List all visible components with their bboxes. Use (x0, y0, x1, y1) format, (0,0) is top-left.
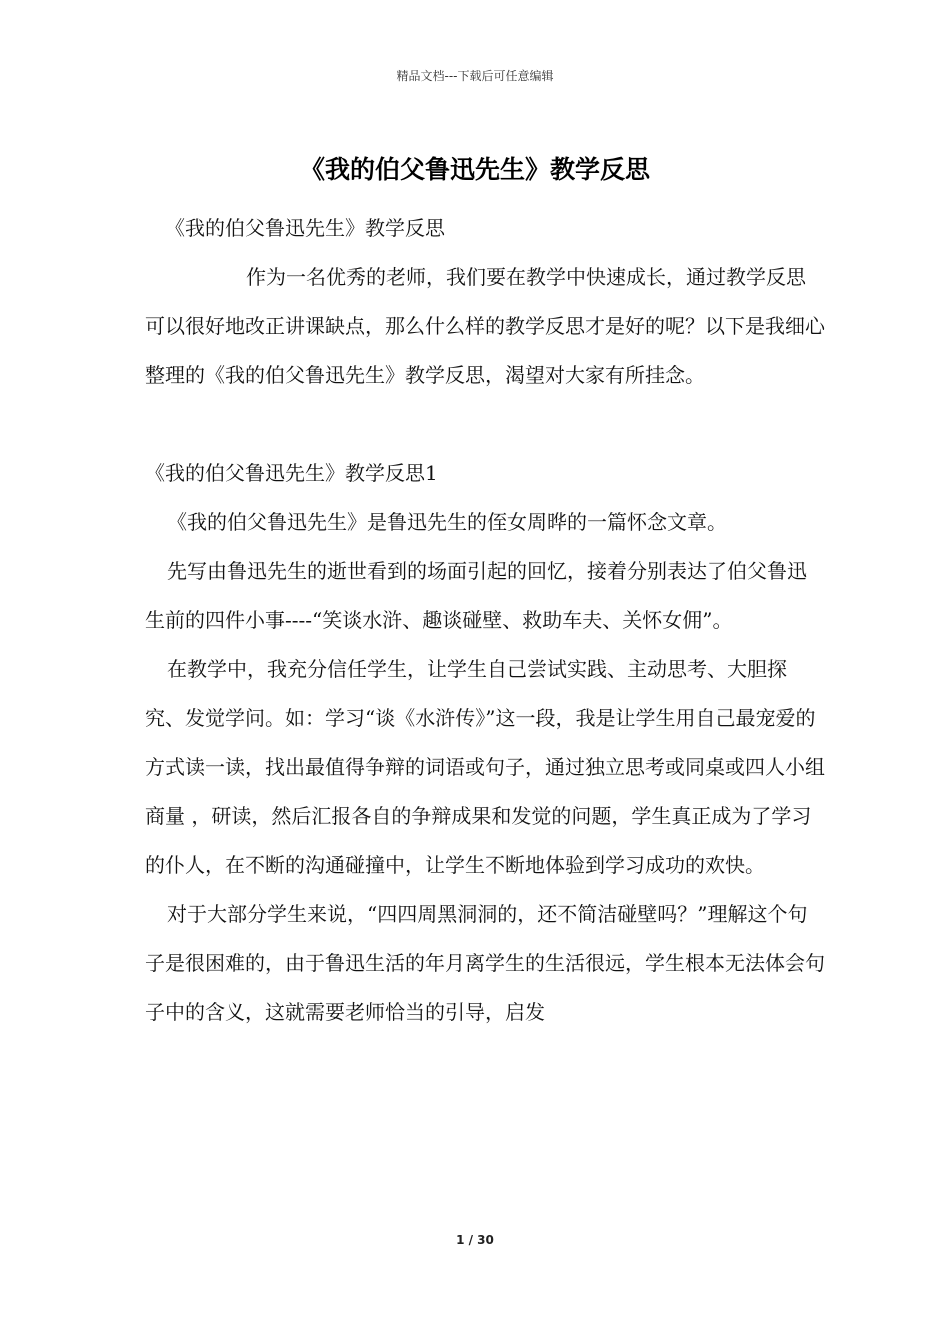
intro-paragraph: 作为一名优秀的老师，我们要在教学中快速成长，通过教学反思可以很好地改正讲课缺点，那么什么样的教学反思才是好的呢？以下是我细心整理的《我的伯父鲁迅先生》教学反思，渴望对大家有所挂念。 (145, 265, 825, 387)
page-indicator: 1 / 30 (456, 1233, 494, 1247)
document-subtitle: 《我的伯父鲁迅先生》教学反思 (165, 216, 445, 240)
body-paragraph: 对于大部分学生来说，“四四周黑洞洞的，还不简洁碰壁吗？”理解这个句子是很困难的，由于鲁迅生活的年月离学生的生活很远，学生根本无法体会句子中的含义，这就需要老师恰当的引导，启发 (145, 902, 825, 1024)
page-header: 精品文档---下载后可任意编辑 (396, 69, 554, 83)
document-body (145, 204, 825, 1037)
body-paragraph: 《我的伯父鲁迅先生》是鲁迅先生的侄女周晔的一篇怀念文章。 (167, 510, 727, 534)
section-heading: 《我的伯父鲁迅先生》教学反思1 (145, 461, 438, 485)
body-paragraph: 在教学中，我充分信任学生，让学生自己尝试实践、主动思考、大胆探究、发觉学问。如：学习“谈《水浒传》”这一段，我是让学生用自己最宠爱的方式读一读，找出最值得争辩的词语或句子，通过独立思考或同桌或四人小组商量 ，研读，然后汇报各自的争辩成果和发觉的问题，学生真正成为了学习的仆人，在不断的沟通碰撞中，让学生不断地体验到学习成功的欢快。 (145, 657, 825, 877)
paragraph-spacer (145, 400, 825, 449)
document-title: 《我的伯父鲁迅先生》教学反思 (299, 155, 650, 184)
body-paragraph: 先写由鲁迅先生的逝世看到的场面引起的回忆，接着分别表达了伯父鲁迅生前的四件小事----“笑谈水浒、趣谈碰壁、救助车夫、关怀女佣”。 (145, 559, 807, 632)
